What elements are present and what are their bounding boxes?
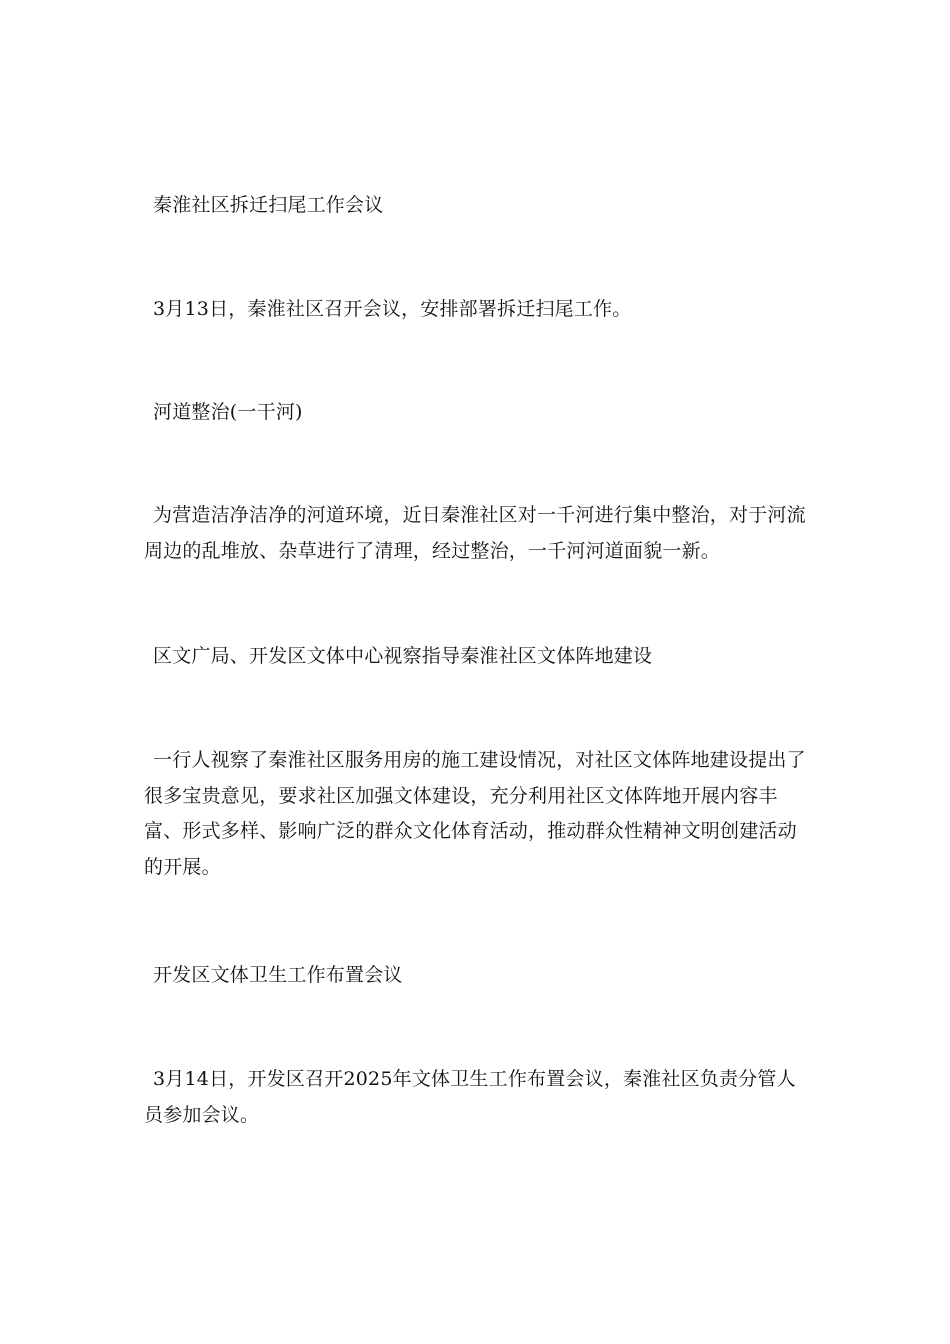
body-text: 一行人视察了秦淮社区服务用房的施工建设情况，对社区文体阵地建设提出了很多宝贵意见，要求社区加强文体建设，充分利用社区文体阵地开展内容丰富、形式多样、影响广泛的群众文化体育活动，推动群众性精神文明创建活动的开展。 — [144, 749, 806, 878]
section-3-heading — [144, 639, 814, 675]
heading-text: 开发区文体卫生工作布置会议 — [153, 964, 403, 986]
section-2-body — [144, 498, 814, 569]
body-text: 为营造洁净洁净的河道环境，近日秦淮社区对一千河进行集中整治，对于河流周边的乱堆放、杂草进行了清理，经过整治，一千河河道面貌一新。 — [144, 504, 806, 562]
body-text: 3月13日，秦淮社区召开会议，安排部署拆迁扫尾工作。 — [153, 298, 632, 320]
section-1-heading — [144, 188, 814, 224]
section-4-body — [144, 1062, 814, 1133]
section-4-heading — [144, 958, 814, 994]
body-text: 3月14日，开发区召开2025年文体卫生工作布置会议，秦淮社区负责分管人员参加会议。 — [144, 1068, 796, 1126]
heading-text: 区文广局、开发区文体中心视察指导秦淮社区文体阵地建设 — [153, 645, 653, 667]
heading-text: 河道整治(一干河) — [153, 401, 303, 423]
section-3-body — [144, 743, 814, 885]
heading-text: 秦淮社区拆迁扫尾工作会议 — [153, 194, 384, 216]
section-1-body — [144, 292, 814, 328]
section-2-heading — [144, 395, 814, 431]
